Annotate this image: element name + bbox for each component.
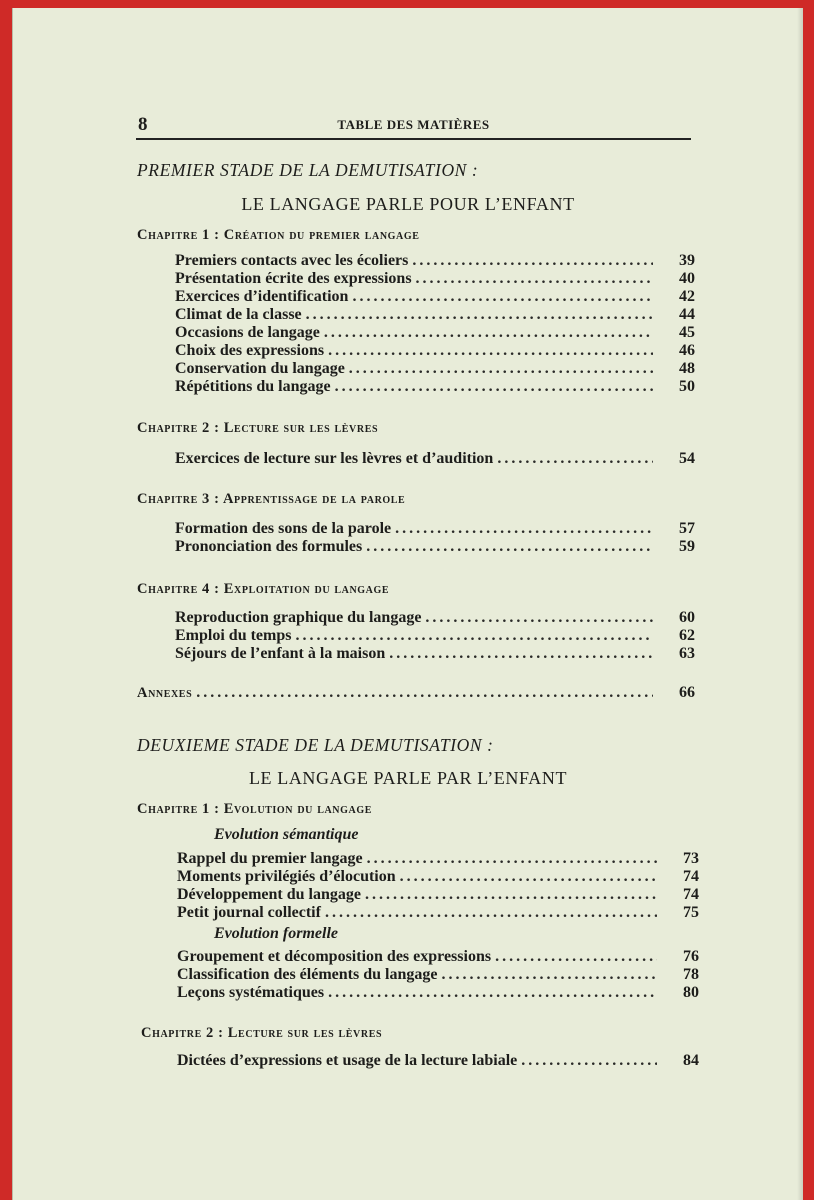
chapter-heading: Chapitre 3 : Apprentissage de la parole xyxy=(137,491,406,507)
toc-entry-page: 75 xyxy=(683,904,699,921)
toc-entry-title: Formation des sons de la parole xyxy=(175,520,392,537)
toc-entry-page: 63 xyxy=(679,645,695,662)
toc-entry-title: Occasions de langage xyxy=(175,324,320,341)
toc-entry-page: 40 xyxy=(679,270,695,287)
toc-entry-title: Petit journal collectif xyxy=(177,904,321,921)
toc-entry-title: Dictées d’expressions et usage de la lecture labiale xyxy=(177,1052,518,1069)
toc-entry-title: Premiers contacts avec les écoliers xyxy=(175,252,409,269)
toc-entry-page: 74 xyxy=(683,886,699,903)
toc-entry-page: 62 xyxy=(679,627,695,644)
section-heading: Evolution sémantique xyxy=(214,826,359,843)
dot-leader xyxy=(385,645,653,663)
toc-entry xyxy=(177,886,699,904)
toc-entry-title: Séjours de l’enfant à la maison xyxy=(175,645,386,662)
dot-leader xyxy=(421,609,653,627)
toc-entry-page: 80 xyxy=(683,984,699,1001)
dot-leader xyxy=(491,948,657,966)
toc-entry-title: Choix des expressions xyxy=(175,342,325,359)
dot-leader xyxy=(348,288,653,306)
toc-entry-page: 76 xyxy=(683,948,699,965)
page-number: 8 xyxy=(138,114,148,135)
dot-leader xyxy=(517,1052,657,1070)
toc-entry-page: 74 xyxy=(683,868,699,885)
toc-entry-title: Moments privilégiés d’élocution xyxy=(177,868,396,885)
dot-leader xyxy=(291,627,653,645)
toc-entry-page: 57 xyxy=(679,520,695,537)
stage-1-title: PREMIER STADE DE LA DEMUTISATION : xyxy=(137,160,479,180)
toc-entry xyxy=(175,538,695,556)
stage-2-subtitle: LE LANGAGE PARLE PAR L’ENFANT xyxy=(248,768,568,788)
chapter-heading: Chapitre 1 : Evolution du langage xyxy=(137,801,372,817)
toc-entry xyxy=(175,450,695,468)
dot-leader xyxy=(363,850,657,868)
dot-leader xyxy=(320,324,653,342)
dot-leader xyxy=(408,252,653,270)
toc-entry-page: 39 xyxy=(679,252,695,269)
stage-1-subtitle: LE LANGAGE PARLE POUR L’ENFANT xyxy=(241,194,575,214)
toc-entry-title: Exercices d’identification xyxy=(175,288,349,305)
section-heading: Evolution formelle xyxy=(214,925,338,942)
toc-entry-title: Classification des éléments du langage xyxy=(177,966,438,983)
toc-entry-page: 46 xyxy=(679,342,695,359)
running-title: TABLE DES MATIÈRES xyxy=(337,117,490,132)
toc-entry-page: 44 xyxy=(679,306,695,323)
dot-leader xyxy=(396,868,657,886)
toc-entry xyxy=(175,342,695,360)
dot-leader xyxy=(437,966,657,984)
toc-entry xyxy=(175,520,695,538)
toc-entry xyxy=(177,868,699,886)
dot-leader xyxy=(192,684,653,702)
dot-leader xyxy=(361,886,657,904)
toc-entry xyxy=(175,645,695,663)
toc-entry xyxy=(177,984,699,1002)
toc-entry xyxy=(177,904,699,922)
toc-entry-page: 48 xyxy=(679,360,695,377)
dot-leader xyxy=(302,306,653,324)
toc-entry-page: 54 xyxy=(679,450,695,467)
dot-leader xyxy=(324,984,657,1002)
toc-entry-page: 50 xyxy=(679,378,695,395)
page-header xyxy=(136,112,691,140)
toc-entry-title: Leçons systématiques xyxy=(177,984,325,1001)
toc-entry xyxy=(175,324,695,342)
annexes-entry xyxy=(137,684,695,702)
toc-entry-page: 42 xyxy=(679,288,695,305)
stage-2-title: DEUXIEME STADE DE LA DEMUTISATION : xyxy=(137,735,494,755)
toc-entry xyxy=(175,306,695,324)
book-page xyxy=(12,8,803,1200)
dot-leader xyxy=(331,378,653,396)
toc-entry-title: Annexes xyxy=(137,685,193,701)
dot-leader xyxy=(345,360,653,378)
toc-entry-title: Emploi du temps xyxy=(175,627,292,644)
chapter-heading: Chapitre 1 : Création du premier langage xyxy=(137,227,420,243)
toc-entry-title: Prononciation des formules xyxy=(175,538,363,555)
chapter-heading: Chapitre 2 : Lecture sur les lèvres xyxy=(141,1025,383,1041)
toc-entry xyxy=(175,627,695,645)
chapter-heading: Chapitre 2 : Lecture sur les lèvres xyxy=(137,420,379,436)
dot-leader xyxy=(324,342,653,360)
toc-entry xyxy=(175,252,695,270)
dot-leader xyxy=(391,520,653,538)
toc-entry-page: 60 xyxy=(679,609,695,626)
toc-entry xyxy=(175,270,695,288)
toc-entry-page: 45 xyxy=(679,324,695,341)
toc-entry-title: Exercices de lecture sur les lèvres et d’audition xyxy=(175,450,494,467)
dot-leader xyxy=(493,450,653,468)
toc-entry-page: 78 xyxy=(683,966,699,983)
toc-entry xyxy=(175,288,695,306)
toc-entry xyxy=(177,966,699,984)
toc-entry xyxy=(177,850,699,868)
toc-entry-title: Répétitions du langage xyxy=(175,378,331,395)
toc-entry-title: Climat de la classe xyxy=(175,306,302,323)
dot-leader xyxy=(321,904,657,922)
toc-entry-page: 73 xyxy=(683,850,699,867)
toc-entry-title: Groupement et décomposition des expressions xyxy=(177,948,492,965)
toc-entry-title: Développement du langage xyxy=(177,886,361,903)
toc-entry xyxy=(177,1052,699,1070)
toc-entry xyxy=(175,360,695,378)
toc-entry xyxy=(177,948,699,966)
toc-entry-title: Rappel du premier langage xyxy=(177,850,363,867)
toc-entry-page: 66 xyxy=(679,684,695,701)
dot-leader xyxy=(362,538,653,556)
toc-entry-page: 84 xyxy=(683,1052,699,1069)
toc-entry-title: Reproduction graphique du langage xyxy=(175,609,422,626)
toc-entry-page: 59 xyxy=(679,538,695,555)
toc-entry-title: Conservation du langage xyxy=(175,360,345,377)
dot-leader xyxy=(412,270,653,288)
chapter-heading: Chapitre 4 : Exploitation du langage xyxy=(137,581,390,597)
toc-entry-title: Présentation écrite des expressions xyxy=(175,270,412,287)
toc-entry xyxy=(175,609,695,627)
toc-entry xyxy=(175,378,695,396)
